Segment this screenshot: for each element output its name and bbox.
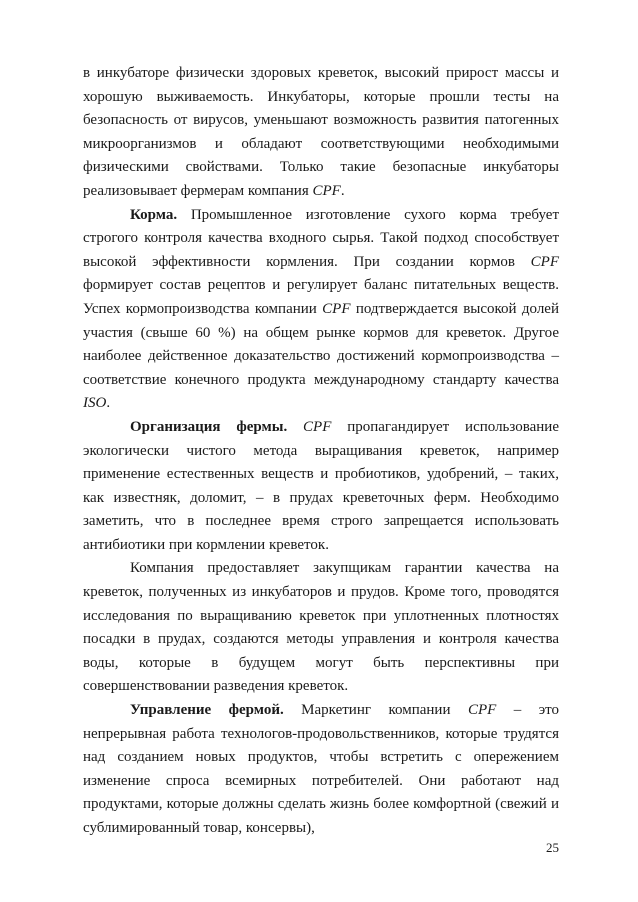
paragraph [83,557,559,699]
paragraph [83,416,559,558]
text-run: – это непрерывная работа технологов-продовольственников, которые трудятся над созданием новых продуктов, чтобы встретить с опережением изменение спроса всемирных потребителей. Они работают над продуктами, которые должны сделать жизнь более комфортной (свежий и сублимированный товар, консервы), [83,702,559,836]
paragraph [83,62,559,204]
italic-term: CPF [322,300,351,317]
italic-term: CPF [467,702,497,719]
paragraph [83,204,559,416]
section-heading: Корма. [130,206,178,223]
text-run: в инкубаторе физически здоровых креветок, высокий прирост массы и хорошую выживаемость. Инкубаторы, которые прошли тесты на безопасность от вирусов, уменьшают возможность развития патогенных микроорганизмов и обладают соответствующими необходимыми физическими свойствами. Только такие безопасные инкубаторы реализовывает фермерам компания [83,65,559,199]
text-run: . [340,182,345,199]
paragraph [83,699,559,841]
text-run: . [106,395,111,412]
italic-term: CPF [312,182,341,199]
text-run: пропагандирует использование экологически чистого метода выращивания креветок, например применение естественных веществ и пробиотиков, удобрений, – таких, как известняк, доломит, – в прудах креветочных ферм. Необходимо заметить, что в последнее время строго запрещается использовать антибиотики при кормлении креветок. [83,418,559,553]
italic-term: CPF [303,418,332,435]
text-run: формирует состав рецептов и регулирует баланс питательных веществ. Успех кормопроизводства компании [83,277,559,317]
text-run: Маркетинг компании [283,702,468,719]
italic-term: CPF [530,253,559,270]
page-number: 25 [546,840,559,855]
section-heading: Организация фермы. [130,418,288,435]
italic-term: ISO [83,395,107,412]
section-heading: Управление фермой. [130,702,284,719]
text-run [287,419,303,435]
text-run: Промышленное изготовление сухого корма требует строгого контроля качества входного сырья. Такой подход способствует высокой эффективности кормления. При создании кормов [83,206,559,270]
page-body [83,62,559,841]
text-run: подтверждается высокой долей участия (свыше 60 %) на общем рынке кормов для креветок. Другое наиболее действенное доказательство достижений кормопроизводства – соответствие конечного продукта международному стандарту качества [83,300,559,388]
text-run: Компания предоставляет закупщикам гарантии качества на креветок, полученных из инкубаторов и прудов. Кроме того, проводятся исследования по выращиванию креветок при уплотненных плотностях посадки в прудах, создаются методы управления и контроля качества воды, которые в будущем могут быть перспективны при совершенствовании разведения креветок. [83,560,559,695]
